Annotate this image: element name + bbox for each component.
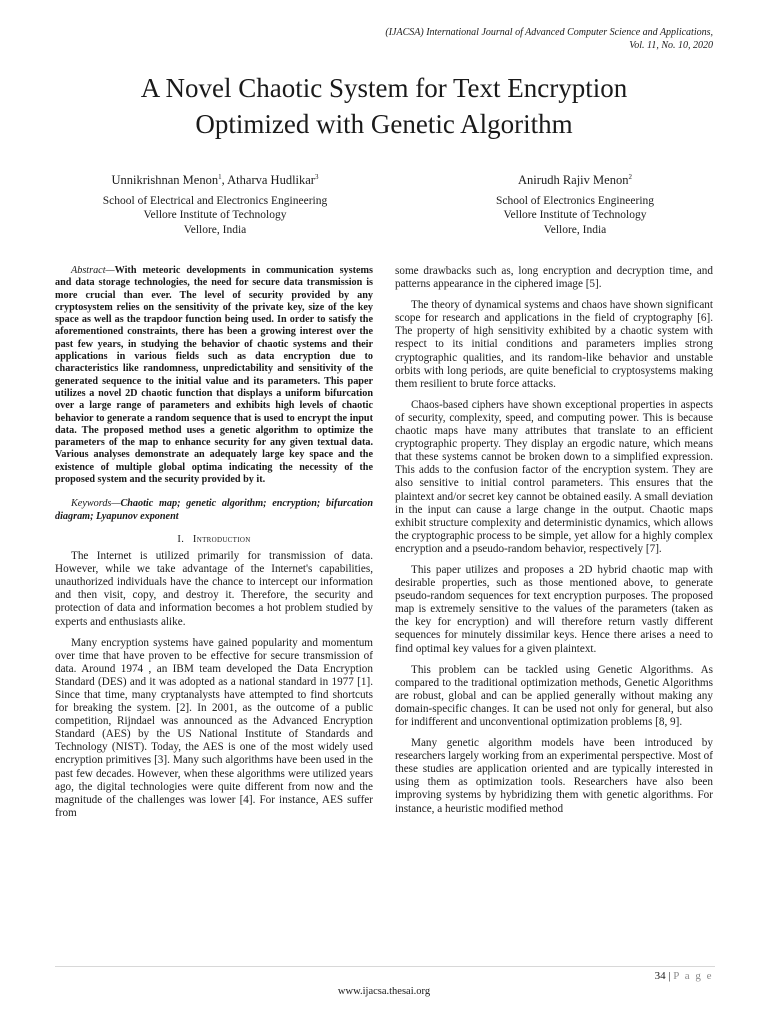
author-school-left: School of Electrical and Electronics Engineering bbox=[102, 194, 328, 207]
abstract-text: With meteoric developments in communication systems and data storage technologies, the need for secure data transmission is more crucial than ever. The level of security provided by any cryptosystem relies on the sensitivity of the private key, size of the key space as well as the trapdoor function being used. In order to satisfy the aforementioned constraints, there has been a growing interest over the past few years, in studying the behavior of chaotic systems and their applications in various fields such as data encryption due to characteristics like randomness, unpredictability and sensitivity of the generated sequence to the initial value and its parameters. This paper utilizes a novel 2D chaotic function that displays a uniform bifurcation over a large range of parameters and exhibits high levels of chaotic behavior to generate a random sequence that is used to encrypt the input data. The proposed method uses a genetic algorithm to optimize the parameters of the map to enhance security for any given textual data. Various analyses demonstrate an adequately large key space and the existence of multiple global optima indicating the necessity of the proposed system and the security provided by it. bbox=[55, 265, 373, 486]
keywords-label: Keywords— bbox=[71, 498, 121, 510]
author-names-left bbox=[55, 170, 375, 188]
title-line-2: Optimized with Genetic Algorithm bbox=[195, 109, 573, 139]
keywords-text: Chaotic map; genetic algorithm; encryption; bifurcation diagram; Lyapunov exponent bbox=[55, 498, 373, 522]
author-name-3: Atharva Hudlikar bbox=[227, 173, 315, 188]
paragraph: Many genetic algorithm models have been introduced by researchers largely working from an experimental perspective. Most of these studies are application oriented and are typically interested in using them as optimization tools. Researchers have also been improving systems by hybridizing them with genetic algorithms. For instance, a heuristic modified method bbox=[395, 737, 713, 815]
footer-divider bbox=[55, 966, 715, 967]
journal-volume: Vol. 11, No. 10, 2020 bbox=[629, 40, 713, 51]
author-block-left bbox=[55, 170, 375, 237]
paragraph: This problem can be tackled using Genetic Algorithms. As compared to the traditional optimization methods, Genetic Algorithms are robust, global and can be applied generally without making any domain-specific changes. It can be used not only for general, but also for indifferent and unconventional optimization problems [8, 9]. bbox=[395, 663, 713, 728]
author-institute-left: Vellore Institute of Technology bbox=[143, 209, 287, 222]
paragraph: The Internet is utilized primarily for transmission of data. However, while we take advantage of the Internet's capabilities, unauthorized individuals have the chance to intercept our information and then visit, copy, and destroy it. Therefore, the security and protection of data and information becomes a hot problem studied by experts and enthusiasts alike. bbox=[55, 550, 373, 628]
page-number bbox=[655, 970, 713, 982]
author-block-right bbox=[425, 170, 725, 237]
author-institute-right: Vellore Institute of Technology bbox=[503, 209, 647, 222]
paragraph: Many encryption systems have gained popularity and momentum over time that have proven to be effective for secure transmission of data. Around 1974 , an IBM team developed the Data Encryption Standard (DES) and it was adopted as a national standard in 1977 [1]. Since that time, many cryptanalysts have attempted to find shortcuts for breaking the system. [2]. In 2001, as the outcome of a public competition, Rijndael was announced as the Advanced Encryption Standard (AES) by the US National Institute of Standards and Technology (NIST). Today, the AES is one of the most widely used encryption primitives [3]. Many such algorithms have been used in the past few decades. However, when these algorithms were utilized years ago, the digital technologies were quite different from now and the magnitude of the challenges was lower [4]. For instance, AES suffer from bbox=[55, 636, 373, 819]
section-heading-introduction bbox=[55, 533, 373, 546]
title-line-1: A Novel Chaotic System for Text Encryption bbox=[140, 73, 628, 103]
right-column bbox=[395, 265, 713, 824]
paragraph: Chaos-based ciphers have shown exceptional properties in aspects of security, complexity, speed, and computing power. This is because chaotic maps have many attributes that translate to an efficient cryptographic property. They display an ergodic nature, which means that these systems cannot be broken down to a simplified expression. This adds to the confusion factor of the encryption system. They are also sensitive to initial control parameters. This ensures that the plaintext and/or secret key cannot be obtained easily. A small deviation in the input can cause a large change in the output. Chaotic maps exhibit structure complexity and deterministic dynamics, which allows the cryptographic process to be simple, yet allow for a highly complex encryption and a pseudo-random behavior, respectively [7]. bbox=[395, 398, 713, 555]
paragraph: The theory of dynamical systems and chaos have shown significant scope for research and applications in the field of cryptography [6]. The property of high sensitivity exhibited by a chaotic system with respect to its initial conditions and parameters implies strong cryptographic qualities, and its random-like behavior and unstable orbits with long periods, are quite beneficial to cryptosystems making them resilient to brute force attacks. bbox=[395, 299, 713, 390]
page-word: P a g e bbox=[673, 970, 713, 982]
paragraph: This paper utilizes and proposes a 2D hybrid chaotic map with desirable properties, such as those mentioned above, to generate pseudo-random sequences for text encryption purposes. The proposed map is extremely sensitive to the values of the parameters (taken as the key for encryption) and will therefore return vastly different sequences for minutely dissimilar keys. Hence there arises a need to find optimal key values for a given plaintext. bbox=[395, 563, 713, 655]
author-affil-2: 2 bbox=[628, 173, 632, 181]
author-location-right: Vellore, India bbox=[543, 223, 607, 236]
author-name-1: Unnikrishnan Menon bbox=[111, 173, 219, 188]
keywords bbox=[55, 498, 373, 523]
journal-website: www.ijacsa.thesai.org bbox=[337, 986, 431, 997]
author-affil-1: 1 bbox=[218, 173, 222, 181]
author-affil-3: 3 bbox=[314, 173, 319, 181]
section-title: Introduction bbox=[192, 533, 251, 545]
author-separator: , bbox=[221, 173, 228, 188]
abstract bbox=[55, 265, 373, 486]
author-school-right: School of Electronics Engineering bbox=[495, 194, 655, 207]
abstract-label: Abstract— bbox=[71, 265, 115, 276]
page-number-separator: | bbox=[665, 970, 674, 982]
left-column bbox=[55, 265, 373, 828]
journal-name: (IJACSA) International Journal of Advanced Computer Science and Applications, bbox=[385, 27, 713, 38]
author-name-2: Anirudh Rajiv Menon bbox=[518, 173, 629, 188]
section-number: I. bbox=[177, 533, 185, 545]
journal-header bbox=[293, 26, 713, 52]
author-location-left: Vellore, India bbox=[183, 223, 247, 236]
paper-title bbox=[40, 70, 728, 142]
author-names-right bbox=[425, 170, 725, 188]
paragraph: some drawbacks such as, long encryption and decryption time, and patterns appearance in the ciphered image [5]. bbox=[395, 265, 713, 291]
page-number-value: 34 bbox=[654, 970, 666, 982]
